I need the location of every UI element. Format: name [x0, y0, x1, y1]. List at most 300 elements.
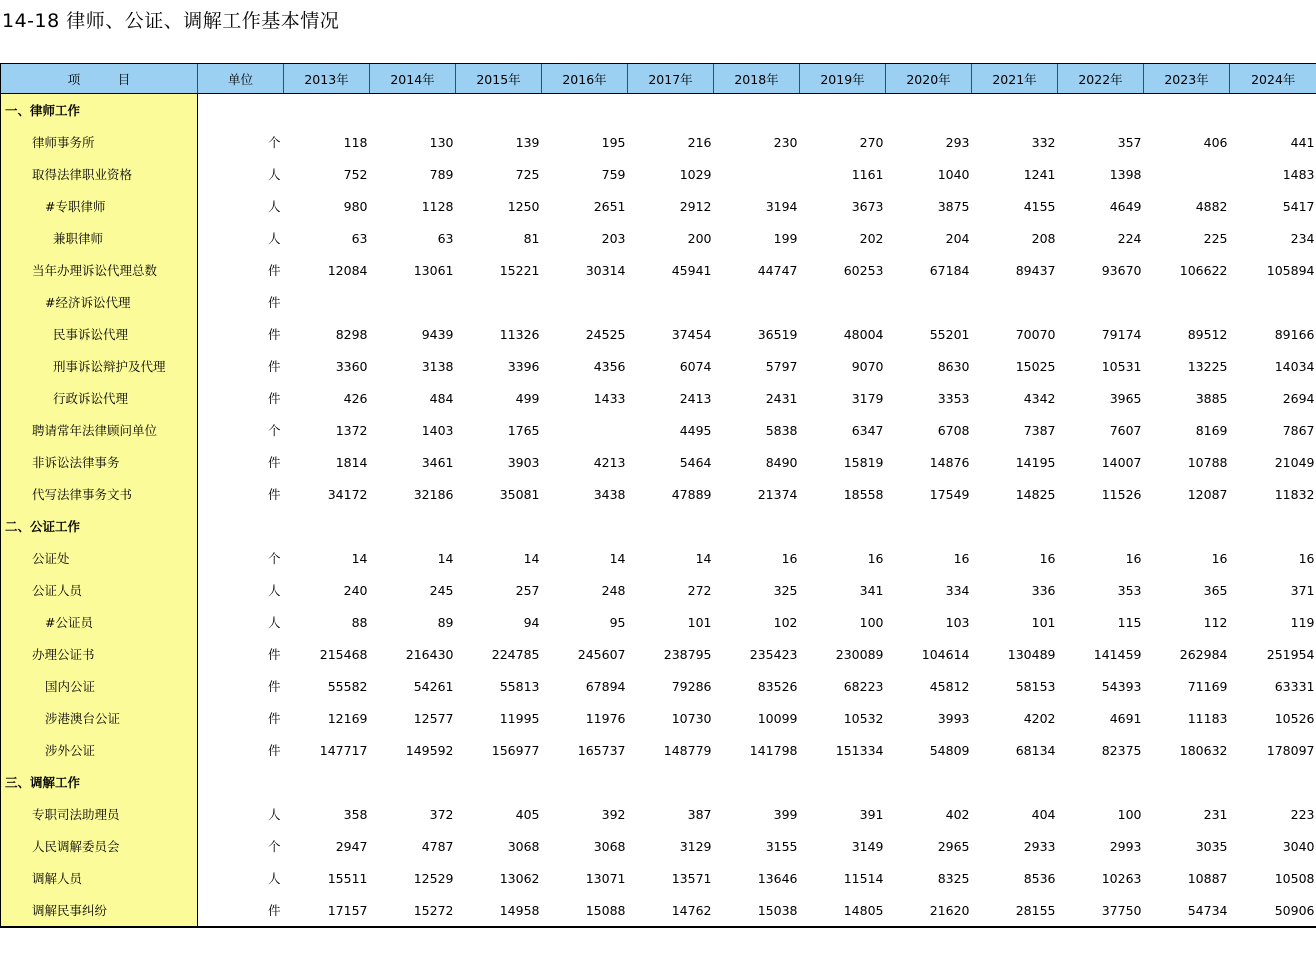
value-cell: 245607 — [577, 646, 626, 662]
header-year: 2013年 — [284, 64, 370, 94]
value-cell: 50906 — [1230, 894, 1316, 927]
value-cell: 54734 — [1144, 894, 1230, 927]
row-label: #公证员 — [1, 606, 198, 638]
value-cell: 14 — [523, 550, 540, 566]
value-cell: 4155 — [1023, 198, 1056, 214]
row-label: 民事诉讼代理 — [1, 318, 198, 350]
value-cell: 353 — [1117, 582, 1142, 598]
value-cell: 8325 — [937, 870, 970, 886]
value-cell — [1144, 94, 1230, 127]
unit-cell: 件 — [267, 647, 281, 662]
value-cell: 14 — [609, 550, 626, 566]
value-cell: 2651 — [593, 198, 626, 214]
table-row — [1, 478, 1316, 510]
value-cell: 89512 — [1187, 326, 1228, 342]
value-cell: 399 — [773, 806, 798, 822]
table-row — [1, 830, 1316, 862]
value-cell: 36519 — [757, 326, 798, 342]
section-label: 二、公证工作 — [1, 510, 198, 542]
value-cell — [1230, 510, 1316, 542]
table-row — [1, 798, 1316, 830]
row-label: 办理公证书 — [1, 638, 198, 670]
value-cell: 16 — [867, 550, 884, 566]
header-year: 2017年 — [628, 64, 714, 94]
value-cell — [714, 158, 800, 190]
value-cell: 130489 — [1007, 646, 1056, 662]
section-label: 一、律师工作 — [1, 94, 198, 127]
value-cell: 3396 — [507, 358, 540, 374]
value-cell — [284, 94, 370, 127]
value-cell: 28155 — [972, 894, 1058, 927]
value-cell: 1433 — [593, 390, 626, 406]
value-cell: 231 — [1203, 806, 1228, 822]
value-cell: 3903 — [507, 454, 540, 470]
value-cell: 37750 — [1058, 894, 1144, 927]
value-cell: 332 — [1031, 134, 1056, 150]
value-cell: 13646 — [757, 870, 798, 886]
value-cell — [800, 766, 886, 798]
value-cell: 12577 — [413, 710, 454, 726]
table-row — [1, 222, 1316, 254]
value-cell — [1230, 94, 1316, 127]
value-cell: 106622 — [1179, 262, 1228, 278]
value-cell — [456, 94, 542, 127]
value-cell: 1765 — [507, 422, 540, 438]
row-label: 当年办理诉讼代理总数 — [1, 254, 198, 286]
unit-cell: 件 — [267, 263, 281, 278]
value-cell — [1058, 94, 1144, 127]
value-cell: 14825 — [1015, 486, 1056, 502]
value-cell: 89166 — [1274, 326, 1315, 342]
value-cell — [628, 94, 714, 127]
value-cell: 100 — [1117, 806, 1142, 822]
value-cell — [542, 766, 628, 798]
value-cell — [714, 94, 800, 127]
unit-cell: 人 — [267, 871, 281, 886]
value-cell — [370, 286, 456, 318]
value-cell: 21620 — [886, 894, 972, 927]
value-cell: 372 — [429, 806, 454, 822]
value-cell: 15819 — [843, 454, 884, 470]
table-row — [1, 318, 1316, 350]
value-cell: 387 — [687, 806, 712, 822]
value-cell: 3068 — [593, 838, 626, 854]
value-cell — [628, 510, 714, 542]
value-cell: 83526 — [757, 678, 798, 694]
value-cell: 251954 — [1266, 646, 1315, 662]
value-cell — [456, 510, 542, 542]
statistics-table — [0, 63, 1316, 928]
value-cell — [972, 766, 1058, 798]
value-cell: 1814 — [335, 454, 368, 470]
value-cell: 293 — [945, 134, 970, 150]
value-cell: 3875 — [937, 198, 970, 214]
value-cell: 13062 — [499, 870, 540, 886]
value-cell: 725 — [515, 166, 540, 182]
header-year: 2019年 — [800, 64, 886, 94]
value-cell: 60253 — [843, 262, 884, 278]
value-cell: 81 — [523, 230, 540, 246]
value-cell: 71169 — [1187, 678, 1228, 694]
row-label: 涉港澳台公证 — [1, 702, 198, 734]
value-cell: 32186 — [413, 486, 454, 502]
value-cell: 12169 — [327, 710, 368, 726]
value-cell: 1040 — [937, 166, 970, 182]
value-cell: 104614 — [921, 646, 970, 662]
value-cell: 3993 — [937, 710, 970, 726]
table-row — [1, 862, 1316, 894]
section-row — [1, 766, 1316, 798]
unit-cell: 件 — [267, 743, 281, 758]
header-year: 2018年 — [714, 64, 800, 94]
section-row — [1, 94, 1316, 127]
row-label: 聘请常年法律顾问单位 — [1, 414, 198, 446]
value-cell: 4882 — [1195, 198, 1228, 214]
value-cell: 3138 — [421, 358, 454, 374]
value-cell: 392 — [601, 806, 626, 822]
value-cell: 70070 — [1015, 326, 1056, 342]
row-label: 涉外公证 — [1, 734, 198, 766]
value-cell: 180632 — [1179, 742, 1228, 758]
value-cell: 208 — [1031, 230, 1056, 246]
value-cell: 224 — [1117, 230, 1142, 246]
value-cell: 200 — [687, 230, 712, 246]
value-cell: 10263 — [1101, 870, 1142, 886]
value-cell: 44747 — [757, 262, 798, 278]
unit-cell: 人 — [267, 231, 281, 246]
value-cell — [1230, 766, 1316, 798]
value-cell: 204 — [945, 230, 970, 246]
value-cell: 148779 — [663, 742, 712, 758]
value-cell: 8630 — [937, 358, 970, 374]
table-row — [1, 126, 1316, 158]
value-cell: 3155 — [765, 838, 798, 854]
value-cell: 24525 — [585, 326, 626, 342]
value-cell: 89437 — [1015, 262, 1056, 278]
value-cell: 63 — [351, 230, 368, 246]
value-cell: 1403 — [421, 422, 454, 438]
unit-cell: 人 — [267, 807, 281, 822]
value-cell: 15221 — [499, 262, 540, 278]
value-cell: 101 — [1031, 614, 1056, 630]
unit-cell: 件 — [267, 295, 281, 310]
value-cell: 2912 — [679, 198, 712, 214]
value-cell: 14876 — [929, 454, 970, 470]
value-cell: 79286 — [671, 678, 712, 694]
value-cell — [542, 286, 628, 318]
value-cell: 3353 — [937, 390, 970, 406]
value-cell — [370, 510, 456, 542]
row-label: 公证处 — [1, 542, 198, 574]
value-cell: 8169 — [1195, 422, 1228, 438]
table-row — [1, 350, 1316, 382]
value-cell: 14762 — [628, 894, 714, 927]
value-cell — [886, 94, 972, 127]
value-cell: 426 — [343, 390, 368, 406]
value-cell: 149592 — [405, 742, 454, 758]
value-cell: 3965 — [1109, 390, 1142, 406]
header-year: 2015年 — [456, 64, 542, 94]
row-label: 人民调解委员会 — [1, 830, 198, 862]
value-cell — [628, 766, 714, 798]
value-cell: 94 — [523, 614, 540, 630]
value-cell: 67184 — [929, 262, 970, 278]
value-cell — [542, 510, 628, 542]
value-cell: 15272 — [370, 894, 456, 927]
value-cell: 5797 — [765, 358, 798, 374]
value-cell: 6708 — [937, 422, 970, 438]
value-cell: 2993 — [1109, 838, 1142, 854]
value-cell — [886, 766, 972, 798]
value-cell: 17549 — [929, 486, 970, 502]
value-cell: 14007 — [1101, 454, 1142, 470]
value-cell: 1372 — [335, 422, 368, 438]
value-cell: 16 — [1211, 550, 1228, 566]
value-cell: 245 — [429, 582, 454, 598]
value-cell — [284, 510, 370, 542]
value-cell — [1058, 766, 1144, 798]
value-cell: 13571 — [671, 870, 712, 886]
value-cell: 93670 — [1101, 262, 1142, 278]
value-cell: 1250 — [507, 198, 540, 214]
value-cell: 1483 — [1282, 166, 1315, 182]
value-cell: 15511 — [327, 870, 368, 886]
value-cell: 3438 — [593, 486, 626, 502]
value-cell: 270 — [859, 134, 884, 150]
value-cell: 3068 — [507, 838, 540, 854]
value-cell: 3129 — [679, 838, 712, 854]
table-row — [1, 670, 1316, 702]
value-cell: 10730 — [671, 710, 712, 726]
value-cell: 15038 — [714, 894, 800, 927]
value-cell — [714, 766, 800, 798]
value-cell: 105894 — [1266, 262, 1315, 278]
value-cell: 103 — [945, 614, 970, 630]
value-cell: 30314 — [585, 262, 626, 278]
value-cell: 4213 — [593, 454, 626, 470]
unit-cell: 个 — [267, 135, 281, 150]
value-cell — [800, 94, 886, 127]
value-cell: 3673 — [851, 198, 884, 214]
value-cell: 54393 — [1101, 678, 1142, 694]
value-cell: 4202 — [1023, 710, 1056, 726]
value-cell: 2694 — [1282, 390, 1315, 406]
value-cell — [284, 766, 370, 798]
value-cell — [972, 286, 1058, 318]
table-row — [1, 606, 1316, 638]
value-cell: 248 — [601, 582, 626, 598]
row-label: 兼职律师 — [1, 222, 198, 254]
value-cell: 3885 — [1195, 390, 1228, 406]
header-year: 2024年 — [1230, 64, 1316, 94]
value-cell: 165737 — [577, 742, 626, 758]
value-cell: 10531 — [1101, 358, 1142, 374]
value-cell: 1241 — [1023, 166, 1056, 182]
header-year: 2020年 — [886, 64, 972, 94]
unit-cell — [198, 94, 284, 127]
header-row — [1, 64, 1316, 94]
value-cell: 11526 — [1101, 486, 1142, 502]
unit-cell: 个 — [267, 839, 281, 854]
unit-cell: 件 — [198, 894, 284, 927]
value-cell: 225 — [1203, 230, 1228, 246]
value-cell: 9439 — [421, 326, 454, 342]
value-cell: 14805 — [800, 894, 886, 927]
value-cell: 257 — [515, 582, 540, 598]
table-row — [1, 894, 1316, 927]
value-cell: 223 — [1290, 806, 1315, 822]
value-cell: 3035 — [1195, 838, 1228, 854]
table-row — [1, 286, 1316, 318]
value-cell: 112 — [1203, 614, 1228, 630]
value-cell: 12084 — [327, 262, 368, 278]
value-cell: 358 — [343, 806, 368, 822]
row-label: #专职律师 — [1, 190, 198, 222]
value-cell — [1230, 286, 1316, 318]
unit-cell — [198, 766, 284, 798]
value-cell: 34172 — [327, 486, 368, 502]
value-cell: 14 — [437, 550, 454, 566]
value-cell: 2413 — [679, 390, 712, 406]
value-cell: 203 — [601, 230, 626, 246]
value-cell: 55582 — [327, 678, 368, 694]
value-cell — [1058, 286, 1144, 318]
value-cell: 15025 — [1015, 358, 1056, 374]
table-row — [1, 638, 1316, 670]
unit-cell: 人 — [267, 583, 281, 598]
value-cell: 371 — [1290, 582, 1315, 598]
value-cell: 67894 — [585, 678, 626, 694]
value-cell: 18558 — [843, 486, 884, 502]
value-cell: 10508 — [1274, 870, 1315, 886]
row-label: 国内公证 — [1, 670, 198, 702]
value-cell: 12529 — [413, 870, 454, 886]
value-cell: 4342 — [1023, 390, 1056, 406]
value-cell — [886, 510, 972, 542]
row-label: 取得法律职业资格 — [1, 158, 198, 190]
value-cell — [370, 94, 456, 127]
unit-cell: 个 — [267, 551, 281, 566]
value-cell — [714, 510, 800, 542]
unit-cell: 件 — [267, 711, 281, 726]
unit-cell: 人 — [267, 199, 281, 214]
value-cell: 759 — [601, 166, 626, 182]
table-row — [1, 254, 1316, 286]
value-cell: 365 — [1203, 582, 1228, 598]
value-cell: 230 — [773, 134, 798, 150]
value-cell — [1144, 510, 1230, 542]
value-cell: 202 — [859, 230, 884, 246]
row-label: 律师事务所 — [1, 126, 198, 158]
value-cell: 3149 — [851, 838, 884, 854]
header-year: 2016年 — [542, 64, 628, 94]
value-cell: 16 — [781, 550, 798, 566]
value-cell: 45812 — [929, 678, 970, 694]
value-cell: 178097 — [1266, 742, 1315, 758]
value-cell: 68134 — [1015, 742, 1056, 758]
value-cell: 357 — [1117, 134, 1142, 150]
value-cell: 11514 — [843, 870, 884, 886]
value-cell: 7607 — [1109, 422, 1142, 438]
value-cell: 752 — [343, 166, 368, 182]
unit-cell — [198, 510, 284, 542]
table-row — [1, 702, 1316, 734]
value-cell: 11832 — [1274, 486, 1315, 502]
unit-cell: 件 — [267, 359, 281, 374]
value-cell: 4691 — [1109, 710, 1142, 726]
header-year: 2023年 — [1144, 64, 1230, 94]
value-cell: 48004 — [843, 326, 884, 342]
value-cell: 7387 — [1023, 422, 1056, 438]
value-cell: 6074 — [679, 358, 712, 374]
table-row — [1, 190, 1316, 222]
value-cell: 235423 — [749, 646, 798, 662]
value-cell: 391 — [859, 806, 884, 822]
value-cell: 16 — [953, 550, 970, 566]
unit-cell: 件 — [267, 679, 281, 694]
table-row — [1, 158, 1316, 190]
value-cell: 55813 — [499, 678, 540, 694]
value-cell — [1144, 286, 1230, 318]
value-cell: 45941 — [671, 262, 712, 278]
value-cell: 16 — [1125, 550, 1142, 566]
header-year: 2021年 — [972, 64, 1058, 94]
value-cell — [714, 286, 800, 318]
unit-cell: 件 — [267, 455, 281, 470]
row-label: 公证人员 — [1, 574, 198, 606]
value-cell: 119 — [1290, 614, 1315, 630]
value-cell: 63 — [437, 230, 454, 246]
value-cell: 13225 — [1187, 358, 1228, 374]
value-cell: 3040 — [1282, 838, 1315, 854]
value-cell: 341 — [859, 582, 884, 598]
value-cell: 9070 — [851, 358, 884, 374]
value-cell: 11326 — [499, 326, 540, 342]
value-cell: 1029 — [679, 166, 712, 182]
value-cell — [972, 94, 1058, 127]
unit-cell: 件 — [267, 487, 281, 502]
value-cell — [284, 286, 370, 318]
value-cell: 54809 — [929, 742, 970, 758]
value-cell: 58153 — [1015, 678, 1056, 694]
value-cell — [800, 286, 886, 318]
value-cell: 7867 — [1282, 422, 1315, 438]
value-cell: 101 — [687, 614, 712, 630]
value-cell — [886, 286, 972, 318]
value-cell: 272 — [687, 582, 712, 598]
value-cell: 11995 — [499, 710, 540, 726]
value-cell: 10887 — [1187, 870, 1228, 886]
value-cell: 2933 — [1023, 838, 1056, 854]
value-cell: 238795 — [663, 646, 712, 662]
row-label: 调解人员 — [1, 862, 198, 894]
value-cell: 35081 — [499, 486, 540, 502]
table-row — [1, 382, 1316, 414]
value-cell: 484 — [429, 390, 454, 406]
value-cell: 102 — [773, 614, 798, 630]
value-cell: 4787 — [421, 838, 454, 854]
value-cell: 406 — [1203, 134, 1228, 150]
value-cell: 3179 — [851, 390, 884, 406]
value-cell: 4356 — [593, 358, 626, 374]
value-cell: 21049 — [1274, 454, 1315, 470]
value-cell — [628, 286, 714, 318]
value-cell: 499 — [515, 390, 540, 406]
value-cell: 130 — [429, 134, 454, 150]
value-cell — [1144, 158, 1230, 190]
value-cell: 441 — [1290, 134, 1315, 150]
value-cell — [456, 766, 542, 798]
